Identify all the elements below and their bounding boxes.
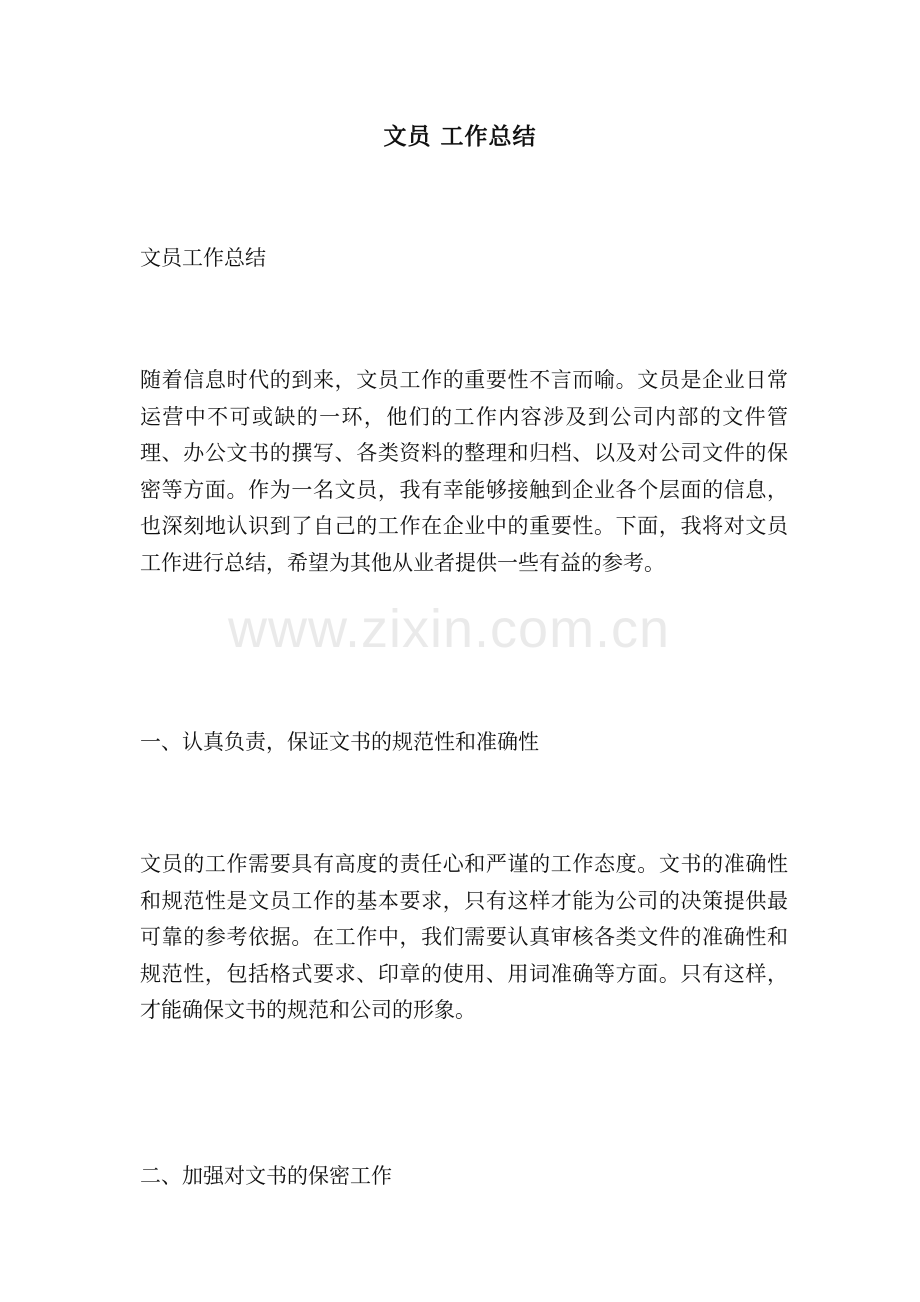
intro-paragraph: 随着信息时代的到来，文员工作的重要性不言而喻。文员是企业日常运营中不可或缺的一环，他们的工作内容涉及到公司内部的文件管理、办公文书的撰写、各类资料的整理和归档、以及对公司文件的保密等方面。作为一名文员，我有幸能够接触到企业各个层面的信息，也深刻地认识到了自己的工作在企业中的重要性。下面，我将对文员工作进行总结，希望为其他从业者提供一些有益的参考。: [140, 368, 788, 575]
section-1-heading: 一、认真负责，保证文书的规范性和准确性: [140, 730, 539, 754]
watermark: www.zixin.com.cn: [228, 599, 671, 659]
document-subtitle: 文员工作总结: [140, 246, 266, 270]
section-1-paragraph: 文员的工作需要具有高度的责任心和严谨的工作态度。文书的准确性和规范性是文员工作的基本要求，只有这样才能为公司的决策提供最可靠的参考依据。在工作中，我们需要认真审核各类文件的准确性和规范性，包括格式要求、印章的使用、用词准确等方面。只有这样，才能确保文书的规范和公司的形象。: [140, 852, 788, 1022]
document-title: 文员 工作总结: [383, 123, 537, 150]
section-2-heading: 二、加强对文书的保密工作: [140, 1164, 392, 1188]
